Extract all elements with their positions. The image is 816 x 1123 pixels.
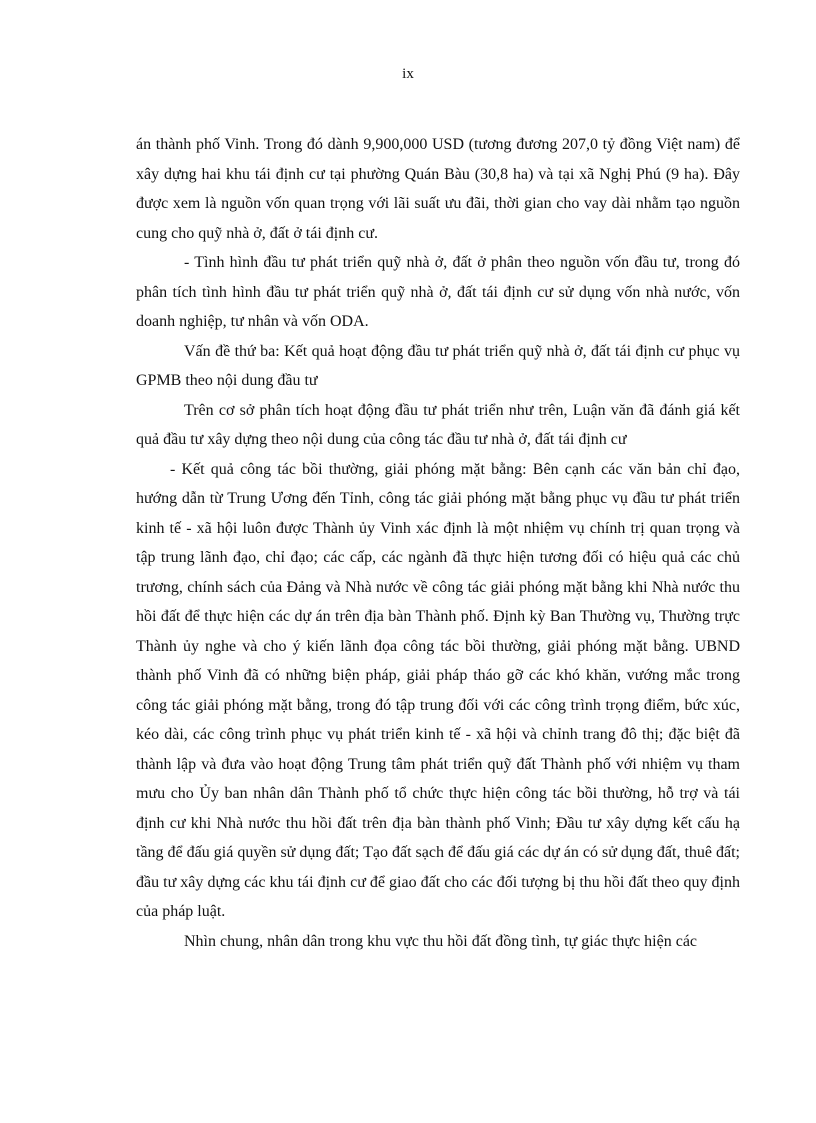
paragraph-investment-by-source: - Tình hình đầu tư phát triển quỹ nhà ở, đất ở phân theo nguồn vốn đầu tư, trong đó phân tích tình hình đầu tư phát triển quỹ nhà ở, đất tái định cư sử dụng vốn nhà nước, vốn doanh nghiệp, tư nhân và vốn ODA. [136,254,740,330]
paragraph-continuation: án thành phố Vinh. Trong đó dành 9,900,000 USD (tương đương 207,0 tỷ đồng Việt nam) để xây dựng hai khu tái định cư tại phường Quán Bàu (30,8 ha) và tại xã Nghị Phú (9 ha). Đây được xem là nguồn vốn quan trọng với lãi suất ưu đãi, thời gian cho vay dài nhằm tạo nguồn cung cho quỹ nhà ở, đất ở tái định cư. [136,136,740,242]
body-text [136,130,740,956]
page-number: ix [402,66,414,82]
paragraph-general-conclusion: Nhìn chung, nhân dân trong khu vực thu hồi đất đồng tình, tự giác thực hiện các [184,932,698,950]
paragraph-issue-three-heading: Vấn đề thứ ba: Kết quả hoạt động đầu tư phát triển quỹ nhà ở, đất tái định cư phục vụ GPMB theo nội dung đầu tư [136,342,740,389]
paragraph-compensation-results: - Kết quả công tác bồi thường, giải phóng mặt bằng: Bên cạnh các văn bản chỉ đạo, hướng dẫn từ Trung Ương đến Tỉnh, công tác giải phóng mặt bằng phục vụ đầu tư phát triển kinh tế - xã hội luôn được Thành ủy Vinh xác định là một nhiệm vụ chính trị quan trọng và tập trung lãnh đạo, chỉ đạo; các cấp, các ngành đã thực hiện tương đối có hiệu quả các chủ trương, chính sách của Đảng và Nhà nước về công tác giải phóng mặt bằng khi Nhà nước thu hồi đất để thực hiện các dự án trên địa bàn Thành phố. Định kỳ Ban Thường vụ, Thường trực Thành ủy nghe và cho ý kiến lãnh đọa công tác bồi thường, giải phóng mặt bằng. UBND thành phố Vinh đã có những biện pháp, giải pháp tháo gỡ các khó khăn, vướng mắc trong công tác giải phóng mặt bằng, trong đó tập trung đối với các công trình trọng điểm, bức xúc, kéo dài, các công trình phục vụ phát triển kinh tế - xã hội và chỉnh trang đô thị; đặc biệt đã thành lập và đưa vào hoạt động Trung tâm phát triển quỹ đất Thành phố với nhiệm vụ tham mưu cho Ủy ban nhân dân Thành phố tổ chức thực hiện công tác bồi thường, hỗ trợ và tái định cư khi Nhà nước thu hồi đất trên địa bàn thành phố Vinh; Đầu tư xây dựng kết cấu hạ tầng để đấu giá quyền sử dụng đất; Tạo đất sạch để đấu giá các dự án có sử dụng đất, thuê đất; đầu tư xây dựng các khu tái định cư để giao đất cho các đối tượng bị thu hồi đất theo quy định của pháp luật. [136,460,740,920]
paragraph-evaluation-intro: Trên cơ sở phân tích hoạt động đầu tư phát triển như trên, Luận văn đã đánh giá kết quả đầu tư xây dựng theo nội dung của công tác đầu tư nhà ở, đất tái định cư [136,401,740,448]
